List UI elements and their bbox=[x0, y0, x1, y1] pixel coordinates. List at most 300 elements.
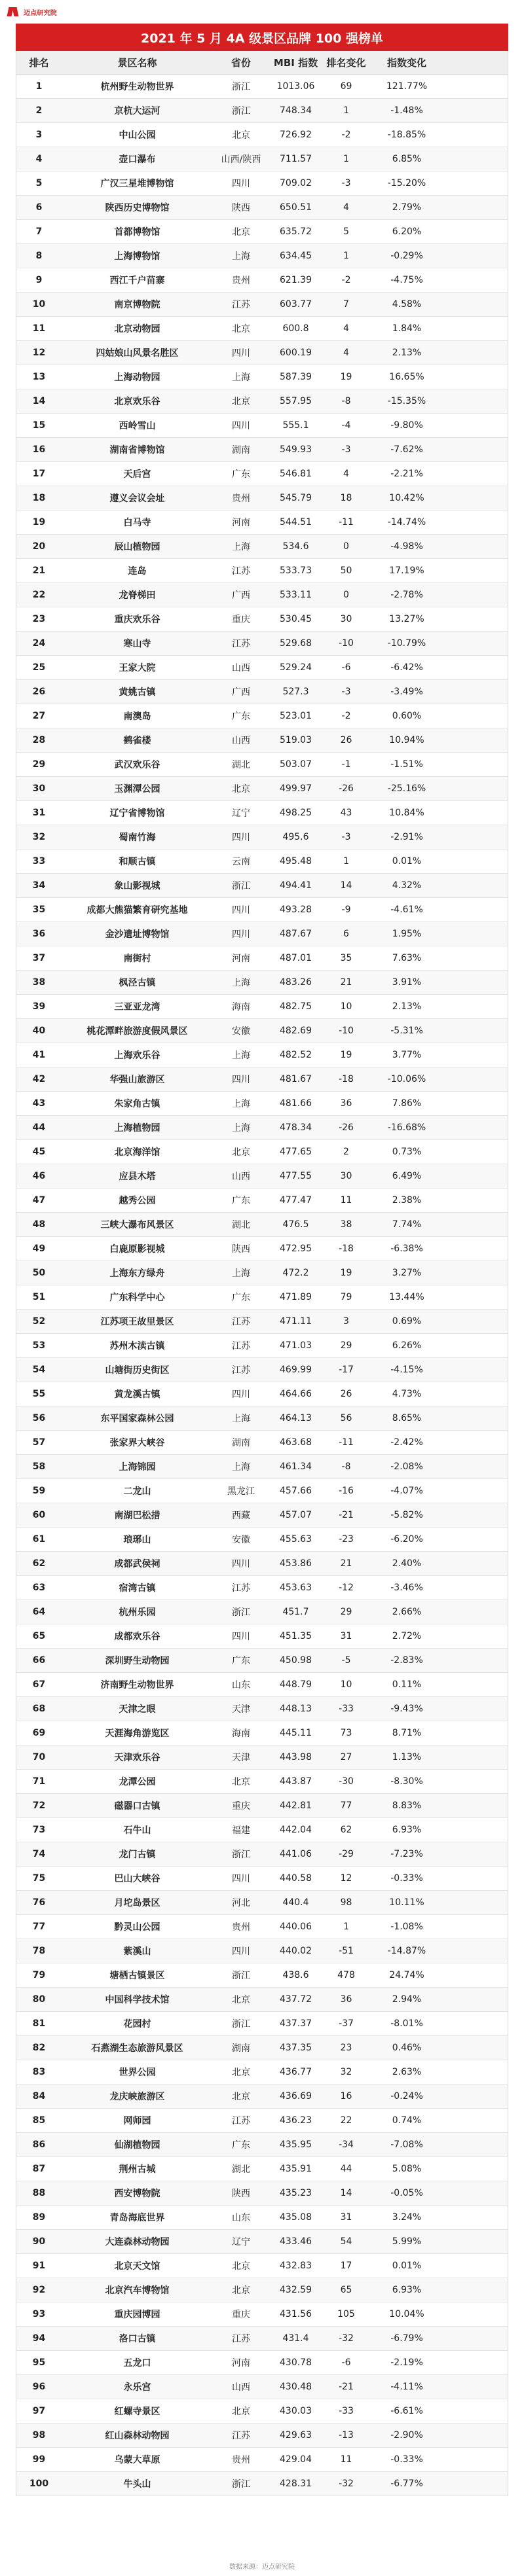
rank-cell: 9 bbox=[35, 275, 43, 285]
table-row bbox=[16, 2351, 508, 2375]
index-change-cell: -4.98% bbox=[390, 541, 423, 552]
rank-change-cell: -4 bbox=[341, 420, 351, 431]
index-change-cell: -9.80% bbox=[390, 420, 423, 431]
rank-cell: 50 bbox=[32, 1268, 46, 1278]
mbi-index-cell: 435.08 bbox=[280, 2212, 312, 2223]
index-change-cell: -1.48% bbox=[390, 105, 423, 116]
province-cell: 云南 bbox=[232, 857, 250, 867]
scenic-name-cell: 世界公园 bbox=[119, 2067, 156, 2078]
province-cell: 四川 bbox=[232, 1075, 250, 1085]
mbi-index-cell: 533.73 bbox=[280, 565, 312, 576]
rank-change-cell: 4 bbox=[343, 469, 349, 479]
ranking-table bbox=[16, 51, 508, 2496]
table-row bbox=[16, 728, 508, 753]
rank-cell: 33 bbox=[32, 856, 46, 867]
table-row bbox=[16, 2278, 508, 2302]
rank-cell: 98 bbox=[32, 2430, 46, 2441]
scenic-name-cell: 龙庆峡旅游区 bbox=[109, 2092, 165, 2102]
rank-cell: 43 bbox=[32, 1098, 46, 1109]
mbi-index-cell: 545.79 bbox=[280, 493, 312, 503]
province-cell: 湖南 bbox=[232, 2043, 250, 2054]
rank-change-cell: 1 bbox=[343, 154, 349, 164]
rank-change-cell: 19 bbox=[340, 1268, 352, 1278]
index-change-cell: -18.85% bbox=[387, 130, 426, 140]
rank-cell: 41 bbox=[32, 1050, 46, 1060]
index-change-cell: -1.51% bbox=[390, 759, 423, 770]
scenic-name-cell: 红山森林动物园 bbox=[105, 2431, 170, 2441]
table-row bbox=[16, 1576, 508, 1600]
index-change-cell: 1.84% bbox=[392, 323, 422, 334]
header-index-change: 指数变化 bbox=[386, 57, 426, 69]
rank-cell: 57 bbox=[32, 1437, 46, 1448]
mbi-index-cell: 432.59 bbox=[280, 2285, 312, 2295]
province-cell: 重庆 bbox=[232, 1801, 250, 1812]
mbi-index-cell: 499.97 bbox=[280, 783, 312, 794]
mbi-index-cell: 464.13 bbox=[280, 1413, 312, 1423]
mbi-index-cell: 435.23 bbox=[280, 2188, 312, 2198]
mbi-index-cell: 445.11 bbox=[280, 1728, 312, 1738]
rank-change-cell: 69 bbox=[340, 81, 352, 92]
scenic-name-cell: 遵义会议会址 bbox=[109, 493, 165, 504]
scenic-name-cell: 月坨岛景区 bbox=[114, 1898, 160, 1908]
rank-change-cell: -6 bbox=[341, 662, 351, 673]
province-cell: 天津 bbox=[232, 1753, 250, 1763]
rank-change-cell: 36 bbox=[340, 1994, 352, 2005]
province-cell: 黑龙江 bbox=[227, 1486, 255, 1497]
scenic-name-cell: 西江千户苗寨 bbox=[109, 276, 165, 286]
table-row bbox=[16, 995, 508, 1019]
mbi-index-cell: 431.4 bbox=[282, 2333, 309, 2344]
rank-cell: 92 bbox=[32, 2285, 46, 2295]
mbi-index-cell: 495.48 bbox=[280, 856, 312, 867]
province-cell: 江苏 bbox=[232, 1317, 250, 1327]
index-change-cell: 3.77% bbox=[392, 1050, 422, 1060]
rank-change-cell: -18 bbox=[339, 1074, 354, 1084]
rank-cell: 4 bbox=[35, 154, 43, 164]
province-cell: 陕西 bbox=[232, 203, 250, 213]
scenic-name-cell: 北京汽车博物馆 bbox=[105, 2285, 170, 2296]
mbi-index-cell: 436.23 bbox=[280, 2115, 312, 2126]
scenic-name-cell: 琅琊山 bbox=[123, 1535, 151, 1545]
table-row bbox=[16, 414, 508, 438]
mbi-index-cell: 430.78 bbox=[280, 2357, 312, 2368]
province-cell: 广东 bbox=[232, 469, 250, 480]
index-change-cell: 3.24% bbox=[392, 2212, 422, 2223]
province-cell: 上海 bbox=[232, 542, 250, 552]
mbi-index-cell: 430.48 bbox=[280, 2382, 312, 2392]
rank-change-cell: 2 bbox=[343, 1147, 349, 1157]
rank-cell: 78 bbox=[32, 1946, 46, 1956]
table-row bbox=[16, 196, 508, 220]
scenic-name-cell: 牛头山 bbox=[123, 2479, 151, 2490]
scenic-name-cell: 重庆园博园 bbox=[114, 2310, 160, 2320]
mbi-index-cell: 478.34 bbox=[280, 1122, 312, 1133]
scenic-name-cell: 象山影视城 bbox=[114, 881, 160, 891]
index-change-cell: -5.82% bbox=[390, 1510, 423, 1520]
rank-change-cell: 18 bbox=[340, 493, 352, 503]
rank-change-cell: -5 bbox=[341, 1655, 351, 1666]
province-cell: 广东 bbox=[232, 1656, 250, 1666]
scenic-name-cell: 石燕湖生态旅游风景区 bbox=[91, 2043, 183, 2054]
table-row bbox=[16, 341, 508, 365]
rank-change-cell: -11 bbox=[339, 517, 354, 528]
table-row bbox=[16, 753, 508, 777]
source-footer: 数据来源：迈点研究院 bbox=[229, 2564, 295, 2571]
rank-change-cell: 11 bbox=[340, 2454, 352, 2465]
index-change-cell: -2.91% bbox=[390, 832, 423, 842]
rank-cell: 37 bbox=[32, 953, 46, 963]
table-row bbox=[16, 123, 508, 147]
scenic-name-cell: 玉渊潭公园 bbox=[114, 784, 160, 795]
rank-cell: 85 bbox=[32, 2115, 46, 2126]
index-change-cell: -2.08% bbox=[390, 1461, 423, 1472]
scenic-name-cell: 辽宁省博物馆 bbox=[109, 808, 165, 819]
rank-change-cell: -1 bbox=[341, 759, 351, 770]
index-change-cell: 0.01% bbox=[392, 2261, 422, 2271]
mbi-index-cell: 748.34 bbox=[280, 105, 312, 116]
province-cell: 上海 bbox=[232, 978, 250, 988]
rank-change-cell: 1 bbox=[343, 105, 349, 116]
index-change-cell: 7.86% bbox=[392, 1098, 422, 1109]
rank-change-cell: 3 bbox=[343, 1316, 349, 1327]
scenic-name-cell: 苏州木渎古镇 bbox=[109, 1341, 165, 1351]
table-row bbox=[16, 1673, 508, 1697]
rank-change-cell: 98 bbox=[340, 1897, 352, 1908]
scenic-name-cell: 上海动物园 bbox=[114, 372, 160, 383]
table-row bbox=[16, 1552, 508, 1576]
rank-change-cell: -3 bbox=[341, 178, 351, 188]
table-row bbox=[16, 971, 508, 995]
rank-change-cell: -32 bbox=[339, 2333, 354, 2344]
scenic-name-cell: 红螺寺景区 bbox=[114, 2406, 160, 2417]
province-cell: 北京 bbox=[232, 2406, 250, 2417]
table-row bbox=[16, 1770, 508, 1794]
rank-cell: 49 bbox=[32, 1243, 46, 1254]
rank-cell: 63 bbox=[32, 1583, 46, 1593]
rank-cell: 81 bbox=[32, 2018, 46, 2029]
rank-change-cell: 17 bbox=[340, 2261, 352, 2271]
mbi-index-cell: 430.03 bbox=[280, 2406, 312, 2416]
rank-cell: 86 bbox=[32, 2139, 46, 2150]
rank-change-cell: 31 bbox=[340, 2212, 352, 2223]
rank-cell: 44 bbox=[32, 1122, 46, 1133]
scenic-name-cell: 五龙口 bbox=[123, 2358, 151, 2369]
province-cell: 浙江 bbox=[232, 1607, 250, 1618]
index-change-cell: -3.46% bbox=[390, 1583, 423, 1593]
rank-cell: 67 bbox=[32, 1679, 46, 1690]
province-cell: 广东 bbox=[232, 2140, 250, 2151]
rank-change-cell: 1 bbox=[343, 1922, 349, 1932]
scenic-name-cell: 荆州古城 bbox=[119, 2164, 156, 2175]
scenic-name-cell: 上海东方绿舟 bbox=[109, 1268, 165, 1279]
mbi-index-cell: 529.68 bbox=[280, 638, 312, 649]
scenic-name-cell: 天津欢乐谷 bbox=[114, 1753, 160, 1763]
rank-change-cell: -21 bbox=[339, 1510, 354, 1520]
scenic-name-cell: 上海博物馆 bbox=[114, 251, 160, 262]
index-change-cell: -6.77% bbox=[390, 2478, 423, 2489]
rank-change-cell: -10 bbox=[339, 1026, 354, 1036]
scenic-name-cell: 磁器口古镇 bbox=[114, 1801, 160, 1812]
rank-change-cell: -21 bbox=[339, 2382, 354, 2392]
mbi-index-cell: 482.69 bbox=[280, 1026, 312, 1036]
table-row bbox=[16, 1334, 508, 1358]
index-change-cell: 6.85% bbox=[392, 154, 422, 164]
rank-cell: 21 bbox=[32, 565, 46, 576]
table-row bbox=[16, 656, 508, 680]
rank-cell: 59 bbox=[32, 1486, 46, 1496]
rank-cell: 3 bbox=[35, 130, 43, 140]
brand-text: 迈点研究院 bbox=[24, 9, 57, 17]
rank-cell: 68 bbox=[32, 1704, 46, 1714]
rank-change-cell: 77 bbox=[340, 1800, 352, 1811]
rank-cell: 23 bbox=[32, 614, 46, 624]
table-row bbox=[16, 1382, 508, 1406]
scenic-name-cell: 白鹿原影视城 bbox=[109, 1244, 165, 1255]
index-change-cell: 6.93% bbox=[392, 2285, 422, 2295]
mbi-index-cell: 477.47 bbox=[280, 1195, 312, 1206]
province-cell: 辽宁 bbox=[232, 808, 250, 819]
rank-change-cell: -12 bbox=[339, 1583, 354, 1593]
scenic-name-cell: 三亚亚龙湾 bbox=[114, 1002, 160, 1012]
scenic-name-cell: 巴山大峡谷 bbox=[114, 1874, 160, 1884]
scenic-name-cell: 龙潭公园 bbox=[119, 1777, 156, 1787]
index-change-cell: -4.11% bbox=[390, 2382, 423, 2392]
rank-change-cell: 10 bbox=[340, 1679, 352, 1690]
province-cell: 北京 bbox=[232, 2285, 250, 2296]
scenic-name-cell: 龙脊梯田 bbox=[119, 590, 156, 601]
table-row bbox=[16, 850, 508, 874]
province-cell: 江苏 bbox=[232, 1583, 250, 1594]
mbi-index-cell: 587.39 bbox=[280, 372, 312, 382]
mbi-index-cell: 453.63 bbox=[280, 1583, 312, 1593]
table-row bbox=[16, 1649, 508, 1673]
table-row bbox=[16, 1237, 508, 1261]
province-cell: 上海 bbox=[232, 1462, 250, 1473]
province-cell: 湖北 bbox=[232, 760, 250, 770]
table-row bbox=[16, 1116, 508, 1140]
mbi-index-cell: 461.34 bbox=[280, 1461, 312, 1472]
rank-cell: 91 bbox=[32, 2261, 46, 2271]
province-cell: 北京 bbox=[232, 130, 250, 141]
province-cell: 广东 bbox=[232, 1196, 250, 1206]
scenic-name-cell: 枫泾古镇 bbox=[119, 978, 156, 988]
scenic-name-cell: 永乐宫 bbox=[123, 2382, 151, 2393]
rank-cell: 99 bbox=[32, 2454, 46, 2465]
province-cell: 江苏 bbox=[232, 1365, 250, 1376]
rank-change-cell: -8 bbox=[341, 1461, 351, 1472]
table-row bbox=[16, 171, 508, 196]
rank-change-cell: 1 bbox=[343, 251, 349, 261]
table-row bbox=[16, 2181, 508, 2206]
table-row bbox=[16, 147, 508, 171]
province-cell: 北京 bbox=[232, 2261, 250, 2272]
scenic-name-cell: 白马寺 bbox=[123, 518, 151, 528]
mbi-index-cell: 440.58 bbox=[280, 1873, 312, 1884]
rank-change-cell: -13 bbox=[339, 2430, 354, 2441]
mbi-index-cell: 600.19 bbox=[280, 348, 312, 358]
mbi-index-cell: 469.99 bbox=[280, 1365, 312, 1375]
province-cell: 四川 bbox=[232, 179, 250, 189]
rank-cell: 29 bbox=[32, 759, 46, 770]
table-row bbox=[16, 1479, 508, 1503]
province-cell: 广西 bbox=[232, 687, 250, 698]
rank-change-cell: 0 bbox=[343, 590, 349, 600]
scenic-name-cell: 成都大熊猫繁育研究基地 bbox=[86, 905, 188, 916]
scenic-name-cell: 紫溪山 bbox=[123, 1946, 151, 1957]
table-row bbox=[16, 268, 508, 293]
scenic-name-cell: 北京欢乐谷 bbox=[114, 397, 160, 407]
rank-change-cell: 16 bbox=[340, 2091, 352, 2102]
scenic-name-cell: 塘栖古镇景区 bbox=[109, 1971, 165, 1981]
rank-cell: 62 bbox=[32, 1558, 46, 1569]
index-change-cell: 8.83% bbox=[392, 1800, 422, 1811]
index-change-cell: 1.95% bbox=[392, 929, 422, 939]
table-row bbox=[16, 2060, 508, 2084]
rank-cell: 74 bbox=[32, 1849, 46, 1859]
mbi-index-cell: 503.07 bbox=[280, 759, 312, 770]
province-cell: 山西 bbox=[232, 736, 250, 746]
index-change-cell: -7.23% bbox=[390, 1849, 423, 1859]
rank-cell: 53 bbox=[32, 1340, 46, 1351]
rank-cell: 84 bbox=[32, 2091, 46, 2102]
scenic-name-cell: 天津之眼 bbox=[119, 1704, 156, 1715]
mbi-index-cell: 534.6 bbox=[282, 541, 309, 552]
rank-cell: 89 bbox=[32, 2212, 46, 2223]
table-row bbox=[16, 559, 508, 583]
province-cell: 河南 bbox=[232, 954, 250, 964]
rank-change-cell: 11 bbox=[340, 1195, 352, 1206]
index-change-cell: -0.24% bbox=[390, 2091, 423, 2102]
scenic-name-cell: 龙门古镇 bbox=[119, 1850, 156, 1860]
rank-cell: 93 bbox=[32, 2309, 46, 2319]
rank-cell: 79 bbox=[32, 1970, 46, 1980]
scenic-name-cell: 三峡大瀑布风景区 bbox=[100, 1220, 174, 1230]
province-cell: 贵州 bbox=[232, 493, 250, 504]
index-change-cell: -6.38% bbox=[390, 1243, 423, 1254]
rank-change-cell: 38 bbox=[340, 1219, 352, 1230]
province-cell: 上海 bbox=[232, 1050, 250, 1061]
rank-cell: 60 bbox=[32, 1510, 46, 1520]
rank-cell: 31 bbox=[32, 808, 46, 818]
mbi-index-cell: 493.28 bbox=[280, 904, 312, 915]
province-cell: 海南 bbox=[232, 1002, 250, 1012]
rank-change-cell: 79 bbox=[340, 1292, 352, 1302]
index-change-cell: 10.11% bbox=[389, 1897, 424, 1908]
scenic-name-cell: 和顺古镇 bbox=[119, 857, 156, 867]
rank-cell: 75 bbox=[32, 1873, 46, 1884]
header-rank: 排名 bbox=[29, 57, 49, 69]
index-change-cell: 2.79% bbox=[392, 202, 422, 213]
scenic-name-cell: 武汉欢乐谷 bbox=[114, 760, 160, 770]
table-row bbox=[16, 1310, 508, 1334]
rank-change-cell: -51 bbox=[339, 1946, 354, 1956]
table-row bbox=[16, 825, 508, 850]
rank-change-cell: -30 bbox=[339, 1776, 354, 1787]
mbi-index-cell: 442.81 bbox=[280, 1800, 312, 1811]
index-change-cell: 13.44% bbox=[389, 1292, 424, 1302]
mbi-index-cell: 450.98 bbox=[280, 1655, 312, 1666]
scenic-name-cell: 成都武侯祠 bbox=[114, 1559, 160, 1569]
mbi-index-cell: 440.02 bbox=[280, 1946, 312, 1956]
mbi-index-cell: 498.25 bbox=[280, 808, 312, 818]
table-row bbox=[16, 2036, 508, 2060]
index-change-cell: -6.79% bbox=[390, 2333, 423, 2344]
mbi-index-cell: 482.52 bbox=[280, 1050, 312, 1060]
table-row bbox=[16, 1697, 508, 1721]
mbi-index-cell: 477.65 bbox=[280, 1147, 312, 1157]
index-change-cell: -4.75% bbox=[390, 275, 423, 285]
mbi-index-cell: 433.46 bbox=[280, 2236, 312, 2247]
index-change-cell: 10.42% bbox=[389, 493, 424, 503]
rank-cell: 90 bbox=[32, 2236, 46, 2247]
rank-change-cell: 43 bbox=[340, 808, 352, 818]
rank-change-cell: 10 bbox=[340, 1001, 352, 1012]
scenic-name-cell: 乌蒙大草原 bbox=[114, 2455, 160, 2465]
rank-change-cell: -34 bbox=[339, 2139, 354, 2150]
rank-cell: 16 bbox=[32, 444, 46, 455]
mbi-index-cell: 487.01 bbox=[280, 953, 312, 963]
table-row bbox=[16, 1891, 508, 1915]
scenic-name-cell: 王家大院 bbox=[119, 663, 156, 673]
index-change-cell: -1.08% bbox=[390, 1922, 423, 1932]
province-cell: 四川 bbox=[232, 1389, 250, 1400]
province-cell: 上海 bbox=[232, 1268, 250, 1279]
index-change-cell: 0.01% bbox=[392, 856, 422, 867]
index-change-cell: 10.04% bbox=[389, 2309, 424, 2319]
province-cell: 北京 bbox=[232, 2092, 250, 2102]
index-change-cell: 2.13% bbox=[392, 1001, 422, 1012]
rank-cell: 45 bbox=[32, 1147, 46, 1157]
table-row bbox=[16, 1745, 508, 1770]
index-change-cell: -0.05% bbox=[390, 2188, 423, 2198]
table-row bbox=[16, 2399, 508, 2424]
index-change-cell: -2.83% bbox=[390, 1655, 423, 1666]
rank-cell: 7 bbox=[35, 226, 43, 237]
province-cell: 湖南 bbox=[232, 1438, 250, 1448]
rank-change-cell: 30 bbox=[340, 614, 352, 624]
rank-cell: 2 bbox=[35, 105, 43, 116]
rank-change-cell: 21 bbox=[340, 1558, 352, 1569]
index-change-cell: -7.08% bbox=[390, 2139, 423, 2150]
province-cell: 浙江 bbox=[232, 881, 250, 891]
mbi-index-cell: 451.7 bbox=[282, 1607, 309, 1617]
table-row bbox=[16, 1842, 508, 1867]
mbi-index-cell: 481.66 bbox=[280, 1098, 312, 1109]
rank-cell: 14 bbox=[32, 396, 46, 406]
table-row bbox=[16, 1140, 508, 1164]
table-header-row bbox=[16, 51, 508, 75]
index-change-cell: -4.15% bbox=[390, 1365, 423, 1375]
scenic-name-cell: 黔灵山公园 bbox=[114, 1922, 160, 1933]
scenic-name-cell: 大连森林动物园 bbox=[105, 2237, 170, 2247]
rank-change-cell: 14 bbox=[340, 2188, 352, 2198]
mbi-index-cell: 546.81 bbox=[280, 469, 312, 479]
province-cell: 重庆 bbox=[232, 615, 250, 625]
province-cell: 四川 bbox=[232, 905, 250, 916]
province-cell: 湖南 bbox=[232, 445, 250, 456]
header-province: 省份 bbox=[231, 57, 251, 69]
rank-cell: 80 bbox=[32, 1994, 46, 2005]
scenic-name-cell: 桃花潭畔旅游度假风景区 bbox=[86, 1026, 188, 1037]
mbi-index-cell: 435.91 bbox=[280, 2164, 312, 2174]
scenic-name-cell: 南京博物院 bbox=[114, 300, 160, 310]
index-change-cell: -10.79% bbox=[387, 638, 426, 649]
table-row bbox=[16, 2206, 508, 2230]
rank-change-cell: 62 bbox=[340, 1825, 352, 1835]
table-row bbox=[16, 704, 508, 728]
rank-change-cell: 27 bbox=[340, 1752, 352, 1762]
province-cell: 陕西 bbox=[232, 2189, 250, 2199]
